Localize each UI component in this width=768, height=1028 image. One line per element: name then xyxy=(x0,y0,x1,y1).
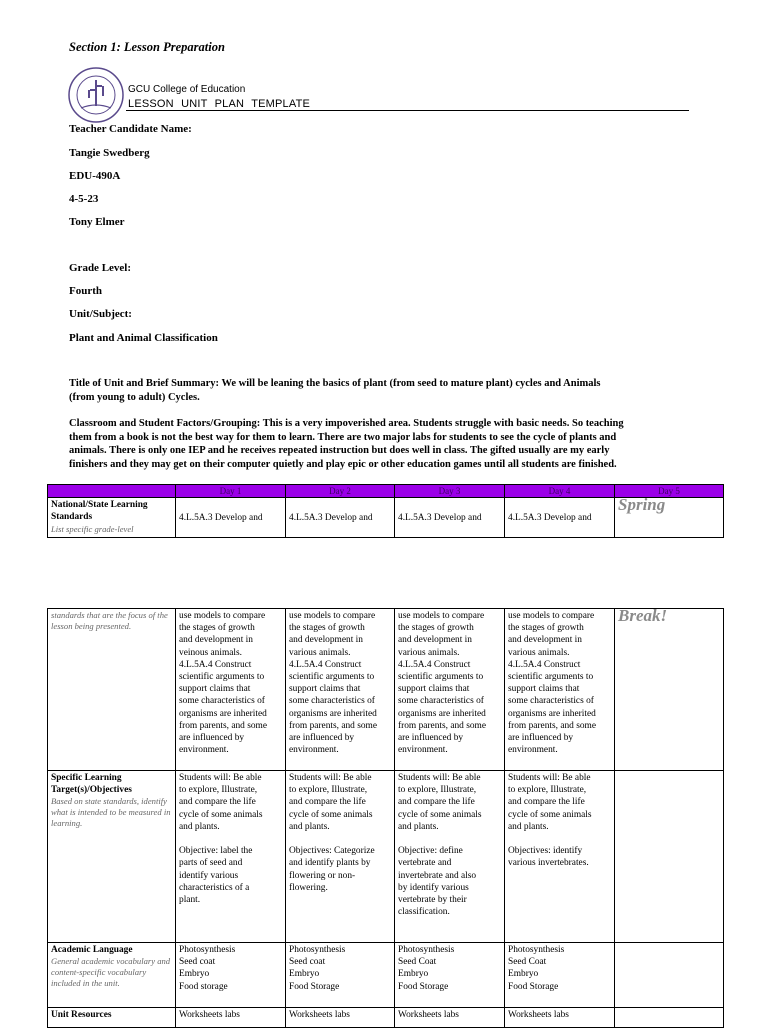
standards-day-1: 4.L.5A.3 Develop and xyxy=(176,498,286,538)
standards-row-heading xyxy=(48,498,176,538)
standards-cont-day-5 xyxy=(615,606,724,771)
day-4-header: Day 4 xyxy=(505,485,615,498)
resources-day-5 xyxy=(615,1008,724,1028)
academic-language-title: Academic Language xyxy=(51,945,133,955)
standards-title: National/State Learning Standards xyxy=(51,500,148,523)
academic-language-day-1: Photosynthesis Seed coat Embryo Food storage xyxy=(176,943,286,1008)
objectives-day-3: Students will: Be able to explore, Illustrate, and compare the life cycle of some animals and plants. Objective: define vertebrate and invertebrate and also by identify various vertebrate by their classification. xyxy=(395,771,505,943)
academic-language-day-4: Photosynthesis Seed Coat Embryo Food Storage xyxy=(505,943,615,1008)
objectives-row-heading xyxy=(48,771,176,943)
standards-day-3: 4.L.5A.3 Develop and xyxy=(395,498,505,538)
day-2-header: Day 2 xyxy=(286,485,395,498)
objectives-day-2: Students will: Be able to explore, Illustrate, and compare the life cycle of some animals and plants. Objectives: Categorize and identify plants by flowering or non- flowering. xyxy=(286,771,395,943)
resources-day-3: Worksheets labs xyxy=(395,1008,505,1028)
teacher-name: Tangie Swedberg xyxy=(69,147,150,159)
unit-summary: Title of Unit and Brief Summary: We will be leaning the basics of plant (from seed to mature plant) cycles and Animals (from young to adult) Cycles. xyxy=(69,378,601,403)
standards-subtitle: List specific grade-level xyxy=(51,523,134,534)
day-3-header: Day 3 xyxy=(395,485,505,498)
course-code: EDU-490A xyxy=(69,170,121,182)
date: 4-5-23 xyxy=(69,193,99,205)
academic-language-row xyxy=(48,943,724,1008)
college-name: GCU College of Education xyxy=(128,84,246,95)
lesson-table-bottom xyxy=(47,608,724,1028)
standards-cont-day-2: use models to compare the stages of growth and development in various animals. 4.L.5A.4 Construct scientific arguments to support claims that some characteristics of organisms are inherited from parents, and some are influenced by environment. xyxy=(286,609,395,771)
academic-language-row-heading xyxy=(48,943,176,1008)
day-1-header: Day 1 xyxy=(176,485,286,498)
academic-language-day-2: Photosynthesis Seed coat Embryo Food Storage xyxy=(286,943,395,1008)
section-title: Section 1: Lesson Preparation xyxy=(69,40,225,54)
standards-cont-day-3: use models to compare the stages of growth and development in various animals. 4.L.5A.4 Construct scientific arguments to support claims that some characteristics of organisms are inherited from parents, and some are influenced by environment. xyxy=(395,609,505,771)
lesson-table-top xyxy=(47,484,724,538)
resources-day-2: Worksheets labs xyxy=(286,1008,395,1028)
template-title: LESSON UNIT PLAN TEMPLATE xyxy=(128,98,311,110)
header-rule xyxy=(126,110,689,111)
resources-row-heading xyxy=(48,1008,176,1028)
resources-day-4: Worksheets labs xyxy=(505,1008,615,1028)
objectives-day-1: Students will: Be able to explore, Illustrate, and compare the life cycle of some animals and plants. Objective: label the parts of seed and identify various characteristics of a plant. xyxy=(176,771,286,943)
classroom-factors: Classroom and Student Factors/Grouping: This is a very impoverished area. Students struggle with basic needs. So teaching them from a book is not the best way for them to learn. There are two major labs for students to see the cycle of plants and animals. There is only one IEP and he receives repeated instruction but does well in class. The gifted usually are my early finishers and they may get on their computer quietly and play epic or other education games until all students are finished. xyxy=(69,418,624,470)
standards-cont-day-4: use models to compare the stages of growth and development in various animals. 4.L.5A.4 Construct scientific arguments to support claims that some characteristics of organisms are inherited from parents, and some are influenced by environment. xyxy=(505,609,615,771)
gcu-seal-logo xyxy=(67,66,125,124)
objectives-row xyxy=(48,771,724,943)
objectives-day-4: Students will: Be able to explore, Illustrate, and compare the life cycle of some animals and plants. Objectives: identify various invertebrates. xyxy=(505,771,615,943)
unit-label: Unit/Subject: xyxy=(69,308,132,320)
objectives-subtitle: Based on state standards, identify what is intended to be measured in learning. xyxy=(51,796,171,829)
academic-language-day-5 xyxy=(615,943,724,1008)
academic-language-day-3: Photosynthesis Seed Coat Embryo Food Storage xyxy=(395,943,505,1008)
standards-row xyxy=(48,498,724,538)
day-5-header: Day 5 xyxy=(615,485,724,498)
academic-language-subtitle: General academic vocabulary and content-specific vocabulary included in the unit. xyxy=(51,956,171,989)
standards-continued-heading: standards that are the focus of the lesson being presented. xyxy=(48,609,176,771)
unit-value: Plant and Animal Classification xyxy=(69,332,218,344)
resources-row xyxy=(48,1008,724,1028)
standards-cont-day-1: use models to compare the stages of growth and development in veinous animals. 4.L.5A.4 Construct scientific arguments to support claims that some characteristics of organisms are inherited from parents, and some are influenced by environment. xyxy=(176,609,286,771)
spring-text: Spring xyxy=(618,495,666,515)
header-blank-cell xyxy=(48,485,176,498)
teacher-name-label: Teacher Candidate Name: xyxy=(69,123,192,135)
standards-day-2: 4.L.5A.3 Develop and xyxy=(286,498,395,538)
grade-label: Grade Level: xyxy=(69,262,132,274)
resources-title: Unit Resources xyxy=(51,1010,112,1020)
grade-value: Fourth xyxy=(69,285,102,297)
instructor-name: Tony Elmer xyxy=(69,216,125,228)
objectives-day-5 xyxy=(615,771,724,943)
standards-day-4: 4.L.5A.3 Develop and xyxy=(505,498,615,538)
resources-day-1: Worksheets labs xyxy=(176,1008,286,1028)
break-text: Break! xyxy=(618,606,668,625)
standards-day-5 xyxy=(615,495,724,538)
standards-continued-row xyxy=(48,609,724,771)
objectives-title: Specific Learning Target(s)/Objectives xyxy=(51,773,132,796)
